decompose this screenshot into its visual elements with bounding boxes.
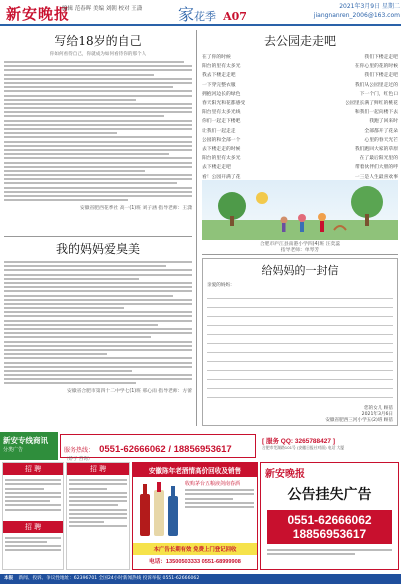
letter-signature [207,406,393,424]
poem-line-left: 我去下楼走走吧 [202,73,236,79]
wine-phone: 电话：13500503333 0551-68999908 [149,559,241,565]
newspaper-logo: 新安晚报 [6,5,71,23]
poem-line-right: 一三是人生最喜欢事 [354,174,398,180]
article-body [4,261,192,384]
row-divider [202,254,398,255]
classified-col-1 [2,462,64,570]
office-address: 合肥市芜湖路101号 (安徽日报社对面) 电话 大厦 [262,445,345,450]
poem-line-left: 去下楼走走吧 [202,165,231,171]
classified-title: 新安专线商讯 [3,436,48,445]
classified-banner [0,432,401,460]
section-title [178,2,247,25]
letter-title: 给妈妈的一封信 [261,264,339,277]
poem-line-left: 春天阳光和花都感受 [202,101,246,107]
editors-credit: 编辑 范春晖 美编 刘朝 校对 王潇 [62,6,143,12]
poem-line-right: 我们跑回大家的草原 [354,147,398,153]
park-drawing [202,180,398,240]
poem-line-right: 下一个门，红色口 [359,91,398,97]
article-subtitle: 你如何看待自己，你就成为如何看待你的那个人 [49,52,147,57]
contact-email: jiangnanren_2006@163.com [313,12,400,19]
poem-line [202,145,398,154]
poem-line-left: 让我们一起走走 [202,128,236,134]
notice-logo: 新安晚报 [265,469,305,480]
poem-title: 去公园走走吧 [263,34,336,48]
page-number: A07 [223,10,247,23]
notice-phone-1: 0551-62666062 [287,513,372,527]
poem-line [202,108,398,117]
poem-line [202,127,398,136]
letter-to-mom [202,258,398,426]
column-divider [196,30,197,426]
notice-ad [260,462,399,570]
poem-line [202,62,398,71]
poem-line [202,136,398,145]
article-credit: 安徽省合肥市第四十二中学七(1)班 邢心雨 指导老师：方蕾 [67,388,192,394]
article-18-self [4,32,192,234]
poem-line-left: 在了你的时候 [202,55,231,60]
poem-line-right: 我们从公园里走过的 [354,82,398,88]
poem-line-right: 公园里长满了鲜红的桃花 [345,101,398,107]
letter-credit: 安徽省肥西三河小学五(2)班 顾蓓 [325,418,393,423]
hotline-number: 0551-62666062 / 18856953617 [99,444,232,455]
footer-bar [0,574,401,584]
poem-line-left: 阳台的里有太多光 [202,64,241,70]
article-mom-beauty [4,240,192,428]
article-title: 写给18岁的自己 [54,34,142,48]
footer-text: 新闻、投诉、争议性地址：62396701 全国24小时新闻热线 投诉举报 0551-62666062 [18,576,200,581]
poem-line-right: 在了最后阳光里的 [359,156,398,162]
section-sub: 花季 [194,10,217,23]
poem-line [202,90,398,99]
service-qq [260,434,400,458]
poem-line [202,117,398,126]
classified-col-2 [66,462,130,570]
poem-line-left: 阳台里有太多光线 [202,110,241,116]
poem-line [202,81,398,90]
article-body [4,61,192,201]
poem-line-left: 阳台的里有太多光 [202,156,241,162]
letter-greeting: 亲爱的妈妈： [207,283,235,288]
classified-heading: 招 聘 [3,463,63,475]
footer-label: 本报 [4,576,14,581]
classified-tag: 分类广告 [3,447,24,453]
page-info [300,2,400,20]
poem-line [202,71,398,80]
poem-line [202,154,398,163]
poem-line-left: 一下穿完整衣服 [202,82,236,88]
poem-line-right: 我们下楼走走吧 [364,73,398,79]
poem-park [202,32,398,182]
poem-line-right: 和我们一起向楼下去 [354,110,398,116]
poem-line-right: 我们下楼走走吧 [364,55,398,60]
notice-title: 公告挂失广告 [287,487,372,503]
poem-line-left: 去下楼走走的时候 [202,147,241,153]
article-credit: 安徽省肥西花季社 高一(1)班 刘子涵 指导老师：王潇 [79,206,192,212]
wine-bottles-image [136,480,182,540]
poem-line-right: 全部都开了花朵 [364,128,398,134]
letter-date: 2021年3月6日 [361,412,393,417]
poem-line-left: 公园的和全部一个 [202,137,241,143]
poem-line-right: 在你心里的花的时候 [354,64,398,70]
poem-line-left: 拥抱河边长的绿色 [202,91,241,97]
qq-number: [ 服务 QQ: 3265788427 ] [262,438,335,445]
poem-line [202,163,398,172]
poem-line-right: 我跑了回来时 [369,119,398,125]
letter-signoff: 您的女儿 顾蓓 [363,406,393,411]
poem-body [202,53,398,191]
article-title: 我的妈妈爱臭美 [55,242,140,256]
poem-line [202,53,398,62]
section-name: 家 [178,5,195,24]
letter-body [207,290,393,406]
masthead [0,0,401,26]
row-divider [4,236,192,237]
poem-line-right: 心里的春天光芒 [364,137,398,143]
poem-teacher: 指导老师：单琴芳 [280,248,320,253]
classified-section [0,462,401,574]
classified-heading: 招 聘 [3,521,63,533]
poem-line-left: 你们一起走下楼吧 [202,119,241,125]
hotline-box [60,434,256,462]
classified-heading: 招 聘 [67,463,129,475]
poem-line [202,99,398,108]
notice-phone-2: 18856953617 [292,527,367,541]
wine-title: 安徽陈年老酒情高价回收及销售 [133,463,257,477]
issue-date: 2021年3月9日 星期二 [339,3,400,10]
hotline-note: （娇子 咨询） [64,457,93,462]
poem-line-right: 带着伙伴们大胆的呼 [354,165,398,171]
classified-brand [0,432,58,460]
wine-slogan: 本广告长期有效 免费上门登记回收 [133,543,257,555]
hotline-label: 服务热线： [64,447,95,454]
wine-subtitle: 收购茅台五粮液剑南春酒 [185,481,241,487]
park-illustration [202,180,398,253]
poem-line-left: 看！公园开满了花 [202,174,241,180]
poem-credit: 合肥市庐江县南港小学四(4)班 汪奕蕊 [259,242,341,247]
wine-ad [132,462,258,570]
